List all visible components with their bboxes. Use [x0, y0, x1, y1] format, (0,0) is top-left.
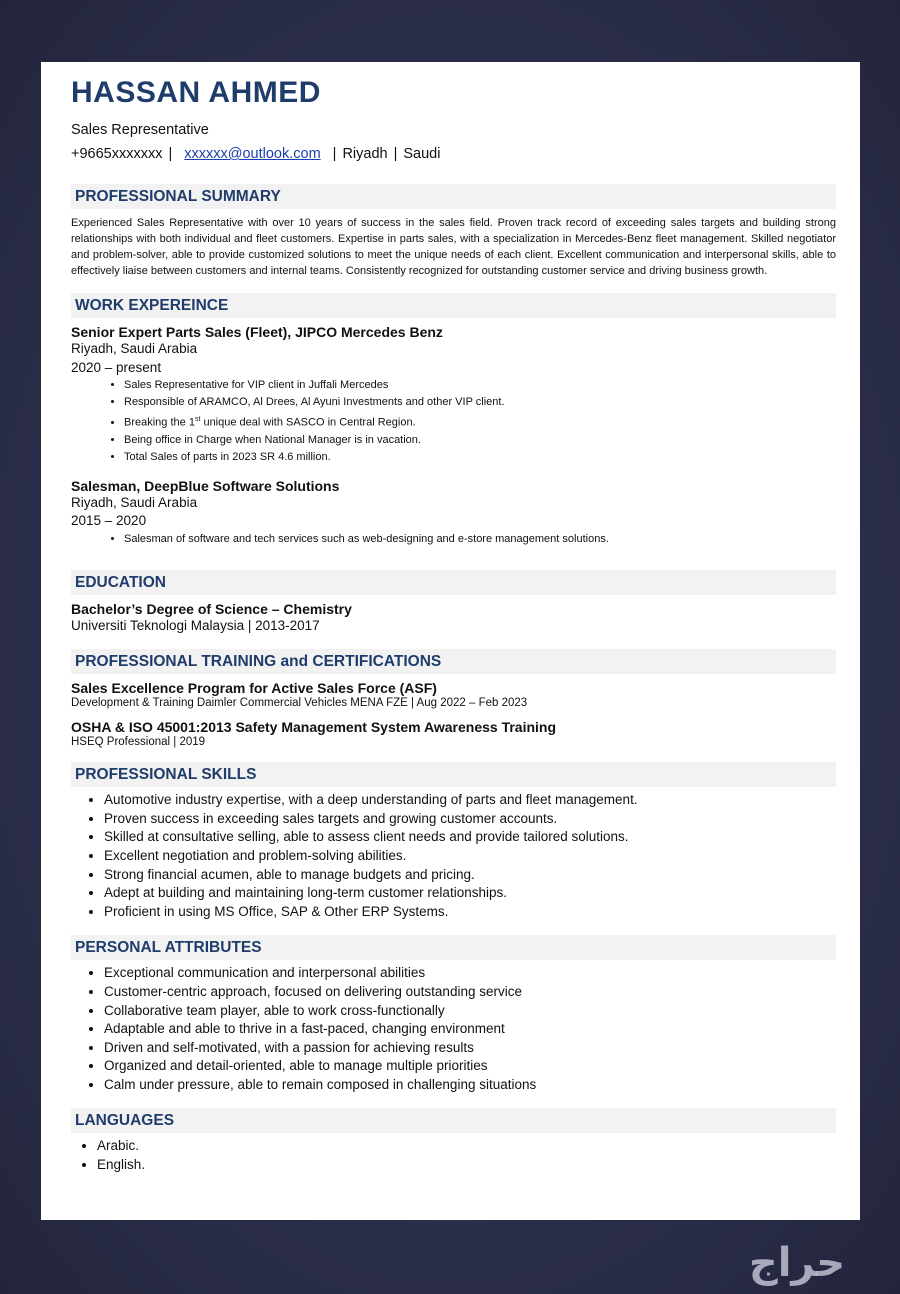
list-item: • Collaborative team player, able to work cross-functionally: [104, 1002, 836, 1021]
job-bullets: [71, 531, 836, 548]
list-item: • Proficient in using MS Office, SAP & Other ERP Systems.: [104, 903, 836, 922]
list-item: • Skilled at consultative selling, able to assess client needs and provide tailored solutions.: [104, 828, 836, 847]
candidate-name: HASSAN AHMED: [71, 76, 321, 109]
list-item: • Being office in Charge when National Manager is in vacation.: [124, 432, 836, 449]
haraj-watermark-logo: [702, 1240, 892, 1288]
watermark-text: حراج: [748, 1240, 846, 1286]
list-item: • Arabic.: [97, 1137, 836, 1156]
resume-page: [41, 62, 860, 1220]
list-item: • Breaking the 1st unique deal with SASCO in Central Region.: [124, 411, 836, 432]
section-heading-summary: PROFESSIONAL SUMMARY: [71, 184, 836, 209]
list-item: • Driven and self-motivated, with a passion for achieving results: [104, 1039, 836, 1058]
list-item: • Proven success in exceeding sales targets and growing customer accounts.: [104, 810, 836, 829]
languages-list: [71, 1137, 836, 1174]
section-heading-training: PROFESSIONAL TRAINING and CERTIFICATIONS: [71, 649, 836, 674]
list-item: • English.: [97, 1156, 836, 1175]
summary-text: Experienced Sales Representative with over 10 years of success in the sales field. Proven track record of exceeding sales targets and building strong relationships with both individual and fleet customers. Expertise in parts sales, with a specialization in Mercedes-Benz fleet management. Skilled negotiator and problem-solver, able to provide customized solutions to meet the unique needs of each client. Excellent communication and interpersonal skills, able to effectively liaise between customers and internal teams. Consistently recognized for outstanding customer service and driving business growth.: [71, 217, 836, 277]
list-item: • Total Sales of parts in 2023 SR 4.6 million.: [124, 449, 836, 466]
school: Universiti Teknologi Malaysia | 2013-2017: [71, 617, 320, 633]
candidate-role: Sales Representative: [71, 122, 209, 138]
list-item: • Exceptional communication and interpersonal abilities: [104, 964, 836, 983]
country: Saudi: [403, 146, 441, 162]
job-entry: [71, 478, 836, 548]
list-item: • Sales Representative for VIP client in Juffali Mercedes: [124, 377, 836, 394]
cert-title: OSHA & ISO 45001:2013 Safety Management System Awareness Training: [71, 719, 557, 736]
job-dates: 2015 – 2020: [71, 513, 147, 529]
list-item: • Responsible of ARAMCO, Al Drees, Al Ayuni Investments and other VIP client.: [124, 394, 836, 411]
job-title: Senior Expert Parts Sales (Fleet), JIPCO Mercedes Benz: [71, 324, 443, 340]
phone: +9665xxxxxxx: [71, 146, 163, 162]
list-item: • Organized and detail-oriented, able to manage multiple priorities: [104, 1057, 836, 1076]
separator: |: [332, 146, 337, 162]
job-entry: [71, 324, 836, 466]
email-link[interactable]: xxxxxx@outlook.com: [184, 146, 321, 162]
cert-subtitle: Development & Training Daimler Commercial Vehicles MENA FZE | Aug 2022 – Feb 2023: [71, 697, 528, 710]
job-title: Salesman, DeepBlue Software Solutions: [71, 477, 340, 494]
skills-list: [71, 791, 836, 921]
section-heading-attributes: PERSONAL ATTRIBUTES: [71, 935, 836, 960]
cert-title: Sales Excellence Program for Active Sales Force (ASF): [71, 680, 437, 697]
section-heading-education: EDUCATION: [71, 570, 836, 595]
list-item: • Adaptable and able to thrive in a fast-paced, changing environment: [104, 1020, 836, 1039]
section-heading-languages: LANGUAGES: [71, 1108, 836, 1133]
city: Riyadh: [342, 146, 388, 162]
job-location: Riyadh, Saudi Arabia: [71, 494, 198, 510]
contact-line: [71, 146, 836, 162]
list-item: • Calm under pressure, able to remain composed in challenging situations: [104, 1076, 836, 1095]
job-location: Riyadh, Saudi Arabia: [71, 341, 198, 356]
separator: |: [393, 146, 398, 162]
list-item: • Excellent negotiation and problem-solving abilities.: [104, 847, 836, 866]
job-bullets: [71, 377, 836, 466]
cert-subtitle: HSEQ Professional | 2019: [71, 736, 206, 749]
list-item: • Automotive industry expertise, with a deep understanding of parts and fleet management.: [104, 791, 836, 810]
separator: |: [168, 146, 173, 162]
list-item: • Customer-centric approach, focused on delivering outstanding service: [104, 983, 836, 1002]
degree: Bachelor’s Degree of Science – Chemistry: [71, 600, 352, 617]
list-item: • Adept at building and maintaining long-term customer relationships.: [104, 884, 836, 903]
job-dates: 2020 – present: [71, 359, 162, 375]
list-item: • Salesman of software and tech services such as web-designing and e-store management solutions.: [124, 531, 836, 548]
section-heading-skills: PROFESSIONAL SKILLS: [71, 762, 836, 787]
list-item: • Strong financial acumen, able to manage budgets and pricing.: [104, 866, 836, 885]
attributes-list: [71, 964, 836, 1094]
section-heading-work: WORK EXPEREINCE: [71, 293, 836, 318]
